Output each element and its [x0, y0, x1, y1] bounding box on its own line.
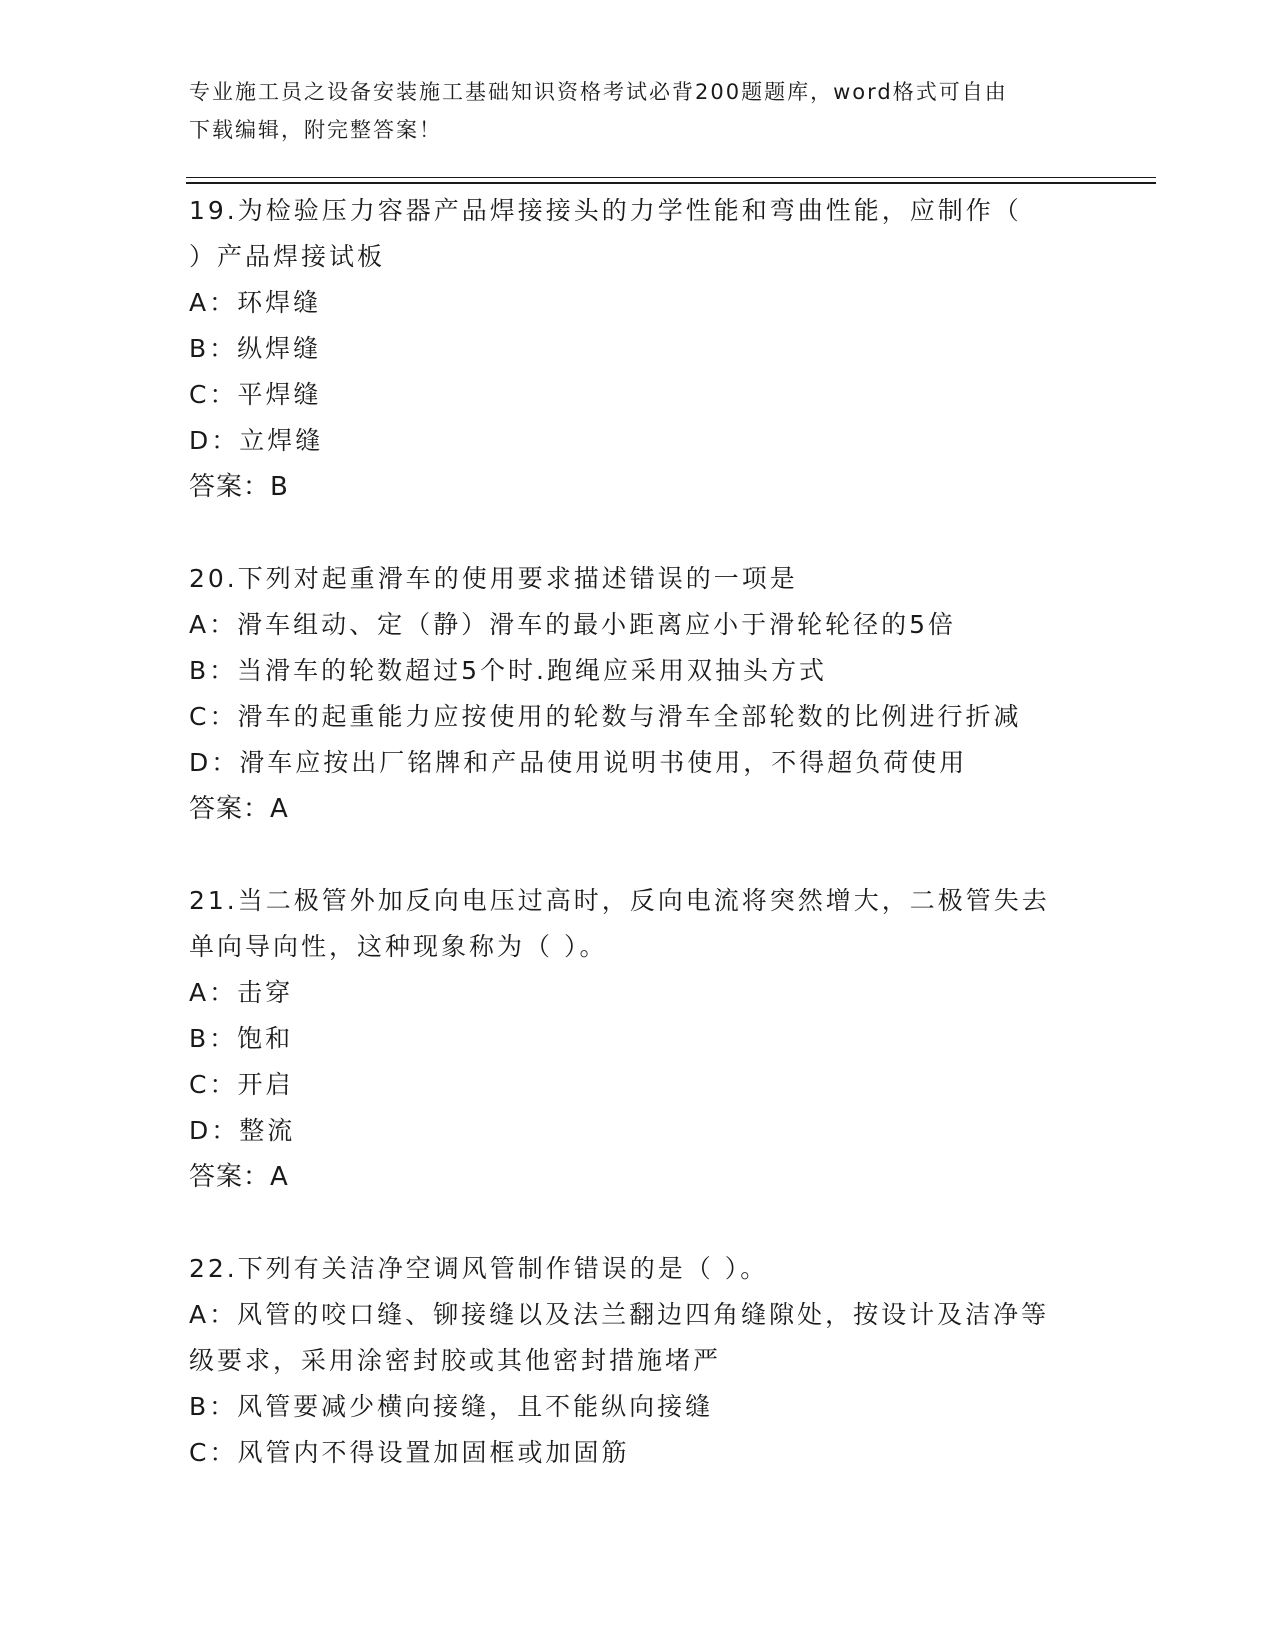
question-text: 单向导向性，这种现象称为（ ）。 [189, 932, 608, 961]
answer: 答案：B [189, 472, 289, 502]
option-b: B：饱和 [189, 1024, 294, 1053]
document-header [189, 73, 1089, 149]
option-b: B：纵焊缝 [189, 334, 322, 363]
option-c: C：平焊缝 [189, 380, 322, 409]
option-c: C：开启 [189, 1070, 294, 1099]
header-line-2: 下载编辑，附完整答案！ [189, 118, 442, 142]
question-text: 21.当二极管外加反向电压过高时，反向电流将突然增大，二极管失去 [189, 886, 1050, 915]
question-22 [189, 1246, 1089, 1476]
answer: 答案：A [189, 1162, 289, 1192]
option-c: C：滑车的起重能力应按使用的轮数与滑车全部轮数的比例进行折减 [189, 702, 1022, 731]
question-text: 20.下列对起重滑车的使用要求描述错误的一项是 [189, 564, 798, 593]
question-21 [189, 878, 1089, 1200]
option-a: A：环焊缝 [189, 288, 322, 317]
option-c: C：风管内不得设置加固框或加固筋 [189, 1438, 630, 1467]
question-list [189, 188, 1089, 1476]
option-b: B：风管要减少横向接缝，且不能纵向接缝 [189, 1392, 714, 1421]
question-text: ）产品焊接试板 [189, 242, 386, 271]
option-a: A：风管的咬口缝、铆接缝以及法兰翻边四角缝隙处，按设计及洁净等 [189, 1300, 1050, 1329]
answer: 答案：A [189, 794, 289, 824]
option-a: A：滑车组动、定（静）滑车的最小距离应小于滑轮轮径的5倍 [189, 610, 957, 639]
header-divider-thick [186, 182, 1156, 184]
option-d: D：立焊缝 [189, 426, 324, 455]
option-d: D：滑车应按出厂铭牌和产品使用说明书使用，不得超负荷使用 [189, 748, 968, 777]
option-d: D：整流 [189, 1116, 296, 1145]
question-20 [189, 556, 1089, 832]
header-line-1: 专业施工员之设备安装施工基础知识资格考试必背200题题库，word格式可自由 [189, 80, 1008, 104]
option-a: A：击穿 [189, 978, 294, 1007]
option-a-continued: 级要求，采用涂密封胶或其他密封措施堵严 [189, 1346, 722, 1375]
question-19 [189, 188, 1089, 510]
question-text: 22.下列有关洁净空调风管制作错误的是（ ）。 [189, 1254, 769, 1283]
option-b: B：当滑车的轮数超过5个时.跑绳应采用双抽头方式 [189, 656, 828, 685]
question-text: 19.为检验压力容器产品焊接接头的力学性能和弯曲性能，应制作（ [189, 196, 1022, 225]
header-divider-thin [186, 177, 1156, 178]
